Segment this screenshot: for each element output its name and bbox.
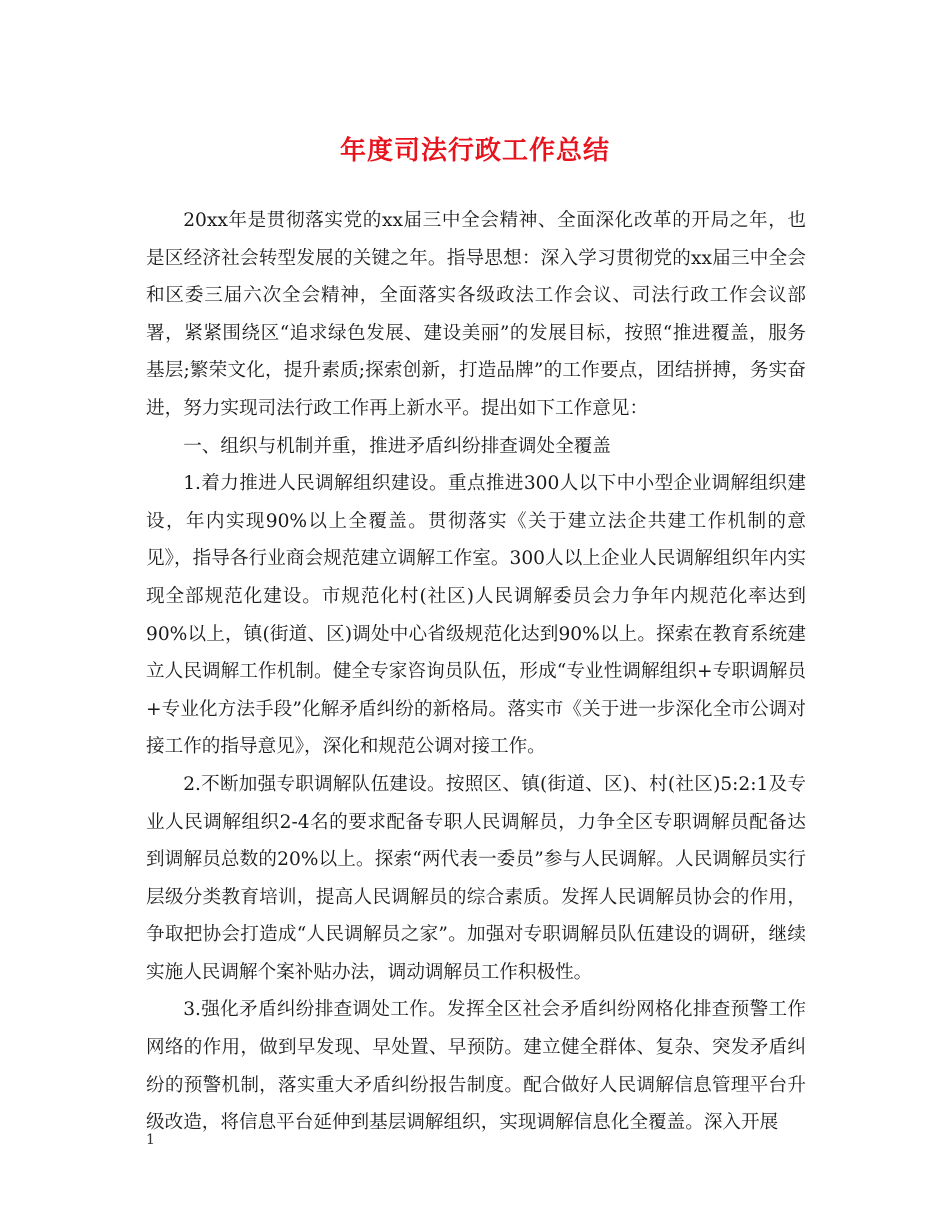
page-number: 1	[146, 1132, 155, 1148]
paragraph-item-2: 2.不断加强专职调解队伍建设。按照区、镇(街道、区)、村(社区)5:2:1及专业人民调解组织2-4名的要求配备专职人民调解员，力争全区专职调解员配备达到调解员总数的20%以上。探索“两代表一委员”参与人民调解。人民调解员实行层级分类教育培训，提高人民调解员的综合素质。发挥人民调解员协会的作用，争取把协会打造成“人民调解员之家”。加强对专职调解员队伍建设的调研，继续实施人民调解个案补贴办法，调动调解员工作积极性。	[146, 773, 806, 983]
paragraph-item-3: 3.强化矛盾纠纷排查调处工作。发挥全区社会矛盾纠纷网格化排查预警工作网络的作用，做到早发现、早处置、早预防。建立健全群体、复杂、突发矛盾纠纷的预警机制，落实重大矛盾纠纷报告制度。配合做好人民调解信息管理平台升级改造，将信息平台延伸到基层调解组织，实现调解信息化全覆盖。深入开展	[146, 999, 806, 1134]
document-body	[146, 202, 806, 1142]
paragraph-item-1: 1.着力推进人民调解组织建设。重点推进300人以下中小型企业调解组织建设，年内实现90%以上全覆盖。贯彻落实《关于建立法企共建工作机制的意见》，指导各行业商会规范建立调解工作室。300人以上企业人民调解组织年内实现全部规范化建设。市规范化村(社区)人民调解委员会力争年内规范化率达到90%以上，镇(街道、区)调处中心省级规范化达到90%以上。探索在教育系统建立人民调解工作机制。健全专家咨询员队伍，形成“专业性调解组织+专职调解员+专业化方法手段”化解矛盾纠纷的新格局。落实市《关于进一步深化全市公调对接工作的指导意见》，深化和规范公调对接工作。	[146, 473, 806, 758]
paragraph-intro: 20xx年是贯彻落实党的xx届三中全会精神、全面深化改革的开局之年，也是区经济社会转型发展的关键之年。指导思想：深入学习贯彻党的xx届三中全会和区委三届六次全会精神，全面落实各级政法工作会议、司法行政工作会议部署，紧紧围绕区“追求绿色发展、建设美丽”的发展目标，按照“推进覆盖，服务基层;繁荣文化，提升素质;探索创新，打造品牌”的工作要点，团结拼搏，务实奋进，努力实现司法行政工作再上新水平。提出如下工作意见：	[146, 210, 806, 419]
section-heading: 一、组织与机制并重，推进矛盾纠纷排查调处全覆盖	[183, 435, 611, 457]
document-title: 年度司法行政工作总结	[339, 136, 610, 166]
